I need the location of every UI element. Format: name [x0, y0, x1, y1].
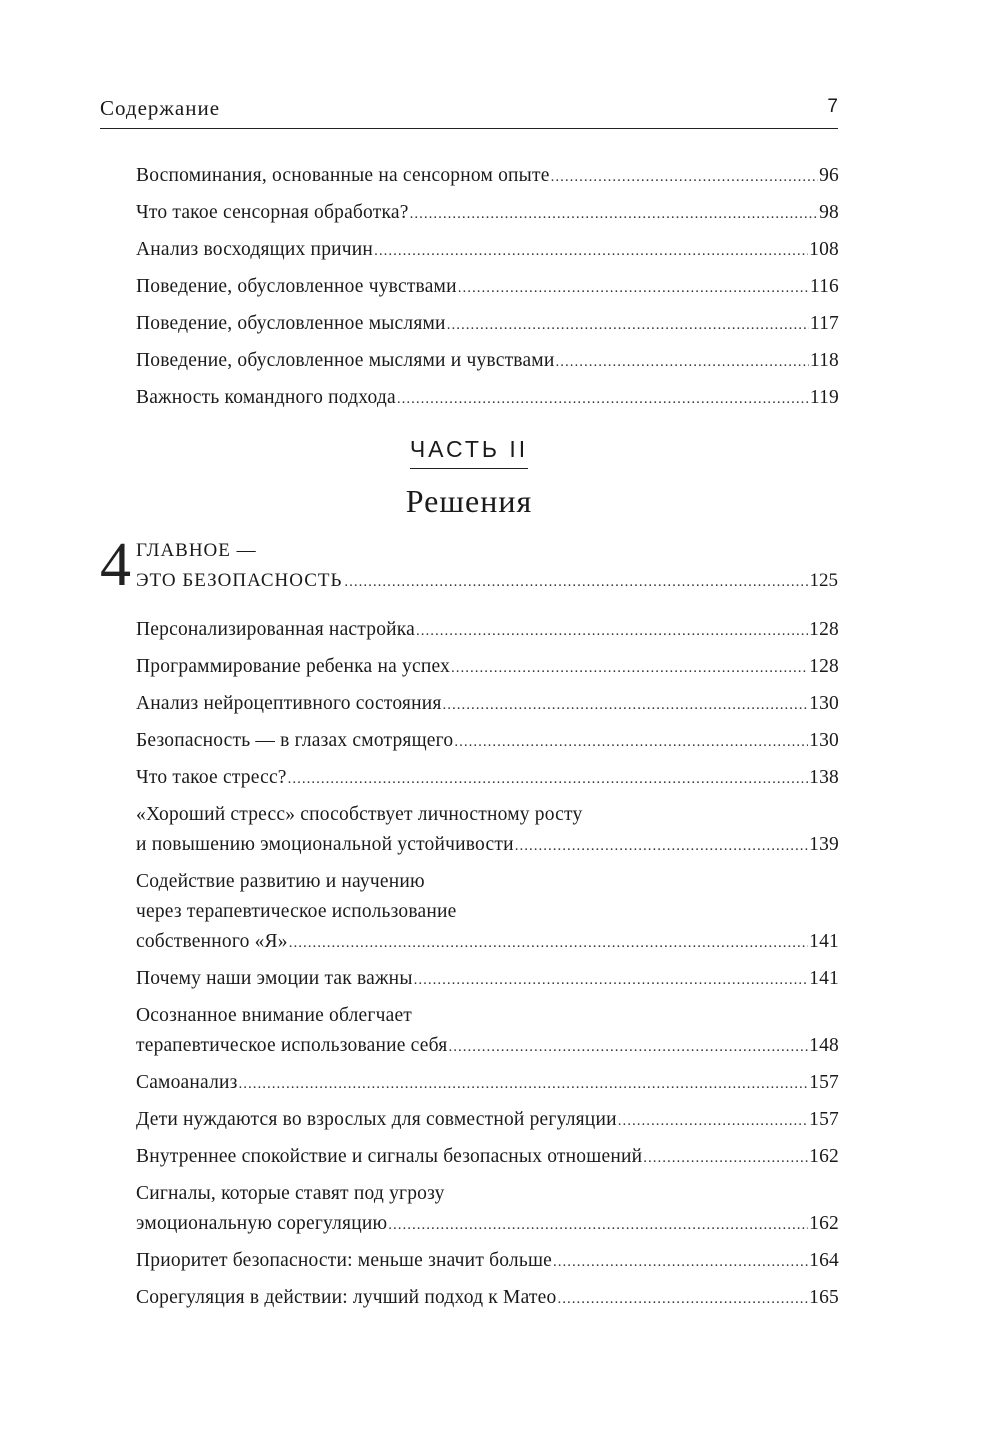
toc-entry-title: Дети нуждаются во взрослых для совместной регуляции	[136, 1109, 617, 1130]
part-title: Решения	[405, 483, 533, 519]
toc-entry-title-line: «Хороший стресс» способствует личностному росту	[136, 804, 583, 825]
toc-entry[interactable]	[136, 1105, 839, 1136]
toc-entry-title: и повышению эмоциональной устойчивости	[136, 834, 514, 855]
dot-leader	[618, 1106, 808, 1136]
toc-entry-title: Воспоминания, основанные на сенсорном опыте	[136, 165, 550, 186]
running-header-title: Содержание	[100, 96, 221, 120]
dot-leader	[374, 236, 808, 266]
dot-leader	[416, 616, 808, 646]
dot-leader	[454, 727, 808, 757]
toc-entry-title: Что такое стресс?	[136, 767, 287, 788]
running-header	[100, 96, 838, 129]
toc-entry-page: 148	[809, 1035, 839, 1056]
toc-entry-title: Внутреннее спокойствие и сигналы безопасных отношений	[136, 1146, 643, 1167]
toc-entry-title: Анализ нейроцептивного состояния	[136, 693, 442, 714]
toc-entry[interactable]	[136, 964, 839, 995]
toc-entry-title: собственного «Я»	[136, 931, 288, 952]
toc-entry-title-line: Содействие развитию и научению	[136, 871, 425, 892]
toc-entry-title-line: Осознанное внимание облегчает	[136, 1005, 413, 1026]
toc-entry-page: 128	[809, 656, 839, 677]
toc-entry-title: Анализ восходящих причин	[136, 239, 374, 260]
part-label: ЧАСТЬ II	[410, 436, 528, 469]
toc-entry-title-line: через терапевтическое использование	[136, 901, 457, 922]
dot-leader	[410, 199, 819, 229]
toc-list-part1	[136, 161, 839, 420]
toc-entry-page: 139	[809, 834, 839, 855]
toc-entry-page: 117	[809, 313, 839, 334]
dot-leader	[288, 764, 808, 794]
toc-entry-title: Приоритет безопасности: меньше значит больше	[136, 1250, 553, 1271]
toc-entry-page: 162	[809, 1146, 839, 1167]
toc-entry-page: 119	[809, 387, 839, 408]
toc-entry-title: Поведение, обусловленное мыслями	[136, 313, 446, 334]
toc-entry-title: Поведение, обусловленное чувствами	[136, 276, 457, 297]
dot-leader	[643, 1143, 808, 1173]
chapter-page: 125	[809, 570, 838, 591]
part-heading	[100, 436, 838, 520]
toc-entry-title: Безопасность — в глазах смотрящего	[136, 730, 454, 751]
toc-entry[interactable]	[136, 615, 839, 646]
dot-leader	[553, 1247, 808, 1277]
dot-leader	[388, 1210, 808, 1240]
toc-entry-page: 138	[809, 767, 839, 788]
toc-entry[interactable]	[136, 161, 839, 192]
toc-entry[interactable]	[136, 652, 839, 683]
chapter-title-line1: ГЛАВНОЕ —	[136, 540, 257, 561]
toc-entry-title: Поведение, обусловленное мыслями и чувствами	[136, 350, 555, 371]
toc-entry-page: 118	[809, 350, 839, 371]
dot-leader	[551, 162, 819, 192]
toc-entry-page: 130	[809, 730, 839, 751]
toc-entry-title: Самоанализ	[136, 1072, 238, 1093]
toc-entry-page: 157	[809, 1109, 839, 1130]
toc-entry-page: 141	[809, 968, 839, 989]
toc-entry-title: Персонализированная настройка	[136, 619, 416, 640]
toc-entry-page: 164	[809, 1250, 839, 1271]
toc-entry[interactable]	[136, 235, 839, 266]
toc-entry[interactable]	[136, 1283, 839, 1314]
dot-leader	[451, 653, 808, 683]
toc-entry-page: 108	[809, 239, 839, 260]
toc-entry-title: Сорегуляция в действии: лучший подход к Матео	[136, 1287, 557, 1308]
toc-entry-title: Что такое сенсорная обработка?	[136, 202, 409, 223]
dot-leader	[458, 273, 809, 303]
toc-entry-title-line: Сигналы, которые ставят под угрозу	[136, 1183, 445, 1204]
toc-entry[interactable]	[136, 763, 839, 794]
toc-entry-title: Программирование ребенка на успех	[136, 656, 451, 677]
dot-leader	[397, 384, 809, 414]
toc-entry-page: 128	[809, 619, 839, 640]
dot-leader	[443, 690, 809, 720]
dot-leader	[289, 928, 808, 958]
page-number: 7	[827, 96, 838, 117]
toc-entry[interactable]	[136, 272, 839, 303]
chapter-number: 4	[100, 531, 131, 599]
dot-leader	[344, 574, 807, 591]
toc-entry-page: 116	[809, 276, 839, 297]
toc-entry-page: 157	[809, 1072, 839, 1093]
toc-entry-page: 141	[809, 931, 839, 952]
toc-entry[interactable]	[136, 726, 839, 757]
dot-leader	[239, 1069, 809, 1099]
toc-entry-title: Почему наши эмоции так важны	[136, 968, 413, 989]
toc-entry-page: 130	[809, 693, 839, 714]
dot-leader	[414, 965, 809, 995]
dot-leader	[555, 347, 808, 377]
toc-entry[interactable]	[136, 309, 839, 340]
toc-entry[interactable]	[136, 689, 839, 720]
toc-entry-title: терапевтическое использование себя	[136, 1035, 448, 1056]
dot-leader	[448, 1032, 808, 1062]
toc-entry[interactable]	[136, 1142, 839, 1173]
toc-entry-page: 96	[819, 165, 839, 186]
toc-entry-title: Важность командного подхода	[136, 387, 396, 408]
toc-entry-page: 165	[809, 1287, 839, 1308]
toc-entry[interactable]	[136, 867, 839, 958]
toc-entry-title: эмоциональную сорегуляцию	[136, 1213, 388, 1234]
toc-entry[interactable]	[136, 346, 839, 377]
toc-entry[interactable]	[136, 1179, 839, 1240]
toc-list-part2	[136, 615, 839, 1320]
dot-leader	[515, 831, 808, 861]
chapter-entry[interactable]	[100, 531, 838, 600]
dot-leader	[557, 1284, 808, 1314]
toc-entry[interactable]	[136, 1246, 839, 1277]
toc-entry-page: 162	[809, 1213, 839, 1234]
dot-leader	[447, 310, 809, 340]
toc-entry[interactable]	[136, 198, 839, 229]
toc-entry[interactable]	[136, 800, 839, 861]
toc-entry[interactable]	[136, 383, 839, 414]
toc-entry-page: 98	[819, 202, 839, 223]
toc-entry[interactable]	[136, 1001, 839, 1062]
chapter-title-line2: ЭТО БЕЗОПАСНОСТЬ	[136, 570, 343, 591]
toc-entry[interactable]	[136, 1068, 839, 1099]
